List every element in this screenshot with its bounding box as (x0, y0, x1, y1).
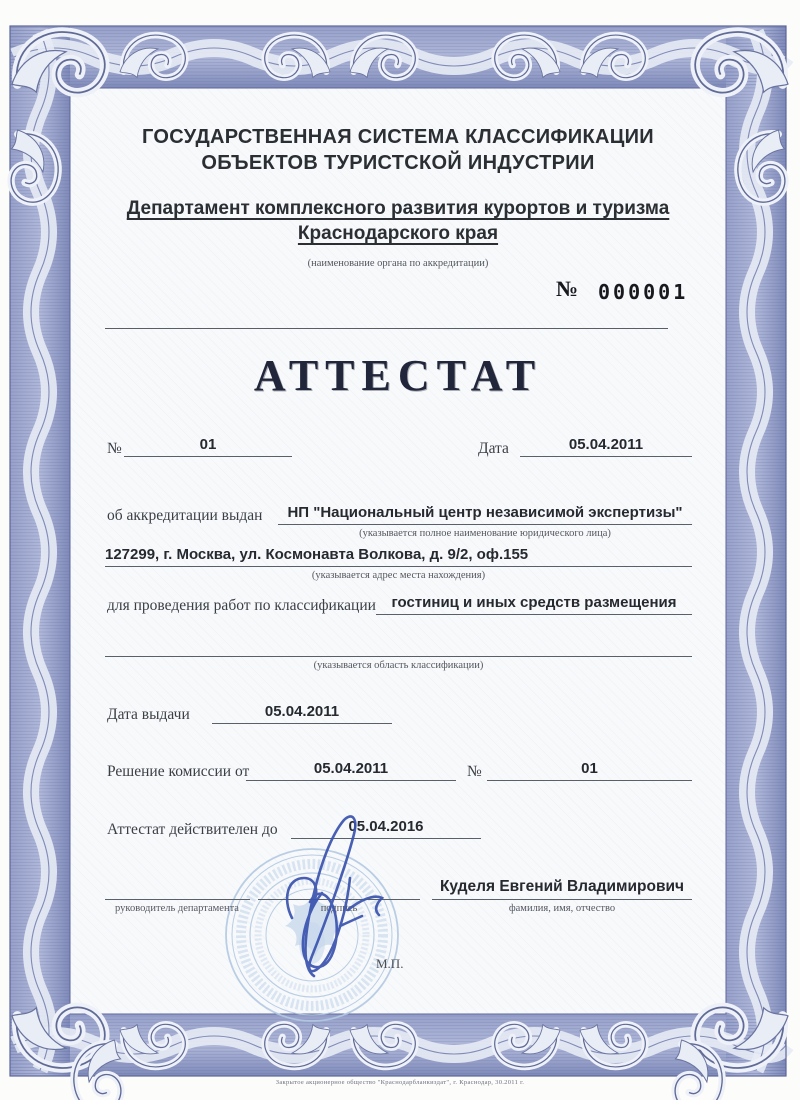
form-number-sign: № (556, 276, 579, 301)
number-label: № (107, 440, 122, 457)
scope-caption: (указывается область классификации) (313, 660, 484, 671)
address-caption: (указывается адрес места нахождения) (311, 570, 486, 581)
number-value: 01 (199, 436, 217, 453)
address-value: 127299, г. Москва, ул. Космонавта Волкова, д. 9/2, оф.155 (105, 546, 529, 563)
address-field (105, 536, 692, 567)
decision-date-value: 05.04.2011 (313, 760, 389, 777)
scope-label: для проведения работ по классификации (107, 597, 376, 614)
system-title-line1: ГОСУДАРСТВЕННАЯ СИСТЕМА КЛАССИФИКАЦИИ (142, 126, 654, 148)
decision-label: Решение комиссии от (107, 763, 250, 780)
number-field (124, 426, 292, 457)
signer-position-line (105, 869, 250, 900)
date-label: Дата (478, 440, 509, 457)
header-separator-line (105, 328, 668, 329)
date-field (520, 426, 692, 457)
system-title-line2: ОБЪЕКТОВ ТУРИСТСКОЙ ИНДУСТРИИ (201, 152, 595, 174)
scope-value: гостиниц и иных средств размещения (391, 594, 677, 611)
certificate-title: АТТЕСТАТ (253, 351, 543, 400)
seal-place-mark: М.П. (376, 956, 404, 971)
signer-name-caption: фамилия, имя, отчество (508, 903, 616, 914)
issue-date-label: Дата выдачи (107, 706, 190, 723)
decision-date-field (246, 750, 456, 781)
signer-position-caption: руководитель департамента (115, 903, 239, 914)
authority-name-line2: Краснодарского края (297, 223, 499, 244)
issued-label: об аккредитации выдан (107, 507, 263, 524)
signature-ink (252, 798, 422, 998)
authority-name-line1: Департамент комплексного развития курортов и туризма (126, 198, 670, 219)
decision-number-value: 01 (581, 760, 598, 777)
signature-caption: подпись (320, 903, 358, 914)
form-number-value: 000001 (598, 280, 689, 304)
issued-field (278, 494, 692, 525)
signer-name: Куделя Евгений Владимирович (439, 878, 685, 895)
authority-caption: (наименование органа по аккредитации) (307, 258, 489, 269)
printer-imprint: Закрытое акционерное общество "Краснодарбланкиздат", г. Краснодар, 30.2011 г. (275, 1079, 525, 1086)
valid-until-label: Аттестат действителен до (107, 821, 278, 838)
signer-name-field (432, 869, 692, 900)
scope-field (376, 584, 692, 615)
scope-extra-field (105, 626, 692, 657)
issued-value: НП "Национальный центр независимой экспертизы" (287, 504, 683, 521)
issued-caption: (указывается полное наименование юридического лица) (359, 528, 611, 539)
decision-number-label: № (467, 763, 482, 780)
decision-number-field (487, 750, 692, 781)
issue-date-field (212, 693, 392, 724)
issue-date-value: 05.04.2011 (264, 703, 340, 720)
valid-until-value: 05.04.2016 (348, 818, 424, 835)
date-value: 05.04.2011 (568, 436, 644, 453)
